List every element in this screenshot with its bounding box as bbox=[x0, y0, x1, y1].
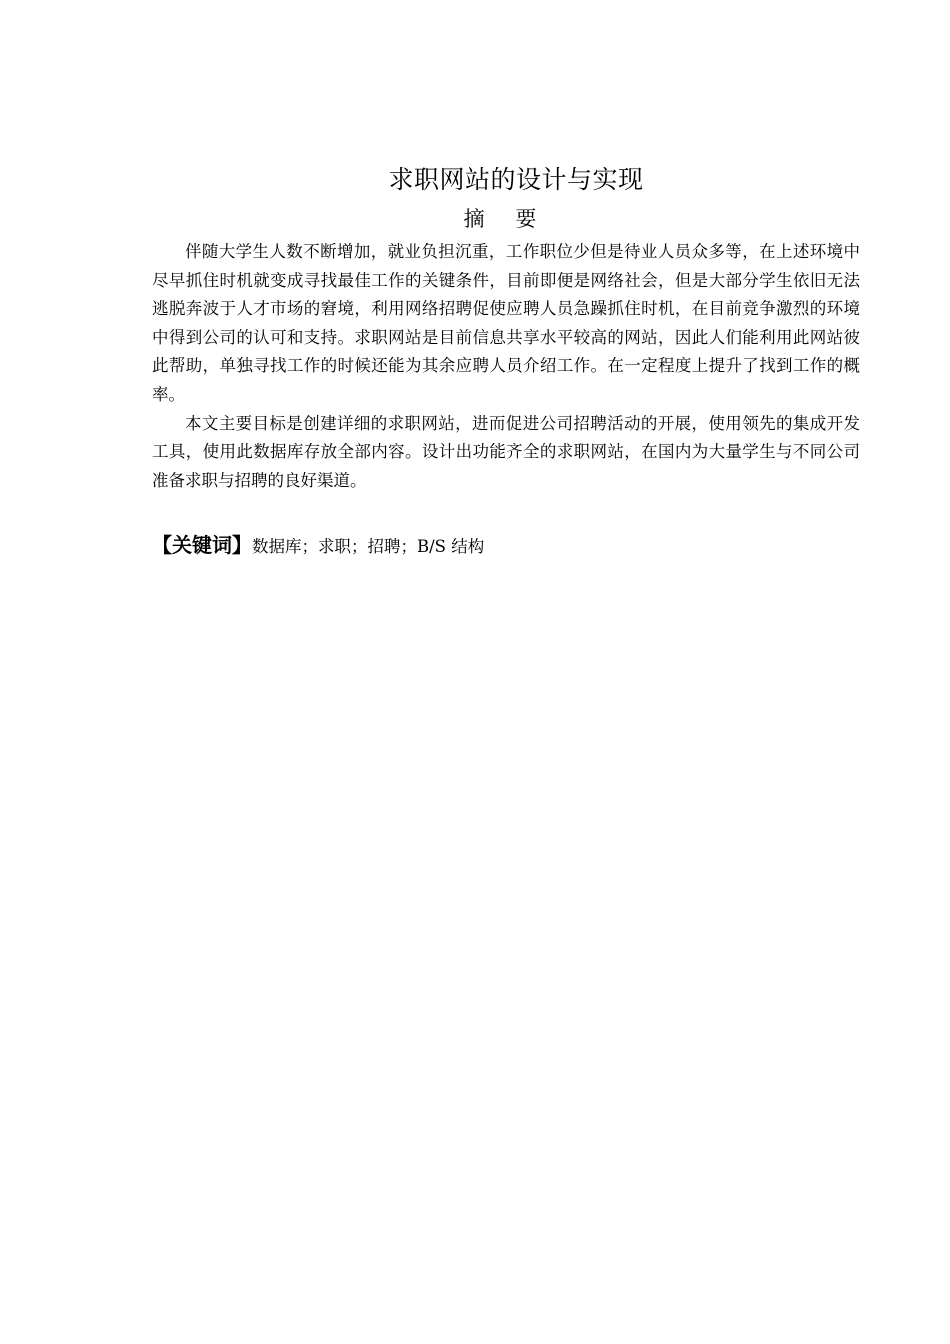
abstract-heading: 摘 要 bbox=[463, 207, 549, 231]
keywords-line bbox=[152, 530, 860, 562]
keywords-text: 数据库；求职；招聘；B/S 结构 bbox=[252, 537, 485, 556]
document-title: 求职网站的设计与实现 bbox=[388, 165, 644, 194]
abstract-body bbox=[152, 238, 860, 495]
abstract-paragraph-2: 本文主要目标是创建详细的求职网站，进而促进公司招聘活动的开展，使用领先的集成开发工具，使用此数据库存放全部内容。设计出功能齐全的求职网站，在国内为大量学生与不同公司准备求职与招聘的良好渠道。 bbox=[152, 413, 860, 490]
abstract-paragraph-1: 伴随大学生人数不断增加，就业负担沉重，工作职位少但是待业人员众多等，在上述环境中尽早抓住时机就变成寻找最佳工作的关键条件，目前即便是网络社会，但是大部分学生依旧无法逃脱奔波于人才市场的窘境，利用网络招聘促使应聘人员急躁抓住时机，在目前竞争激烈的环境中得到公司的认可和支持。求职网站是目前信息共享水平较高的网站，因此人们能利用此网站彼此帮助，单独寻找工作的时候还能为其余应聘人员介绍工作。在一定程度上提升了找到工作的概率。 bbox=[152, 242, 860, 404]
keywords-label: 【关键词】 bbox=[152, 533, 252, 557]
